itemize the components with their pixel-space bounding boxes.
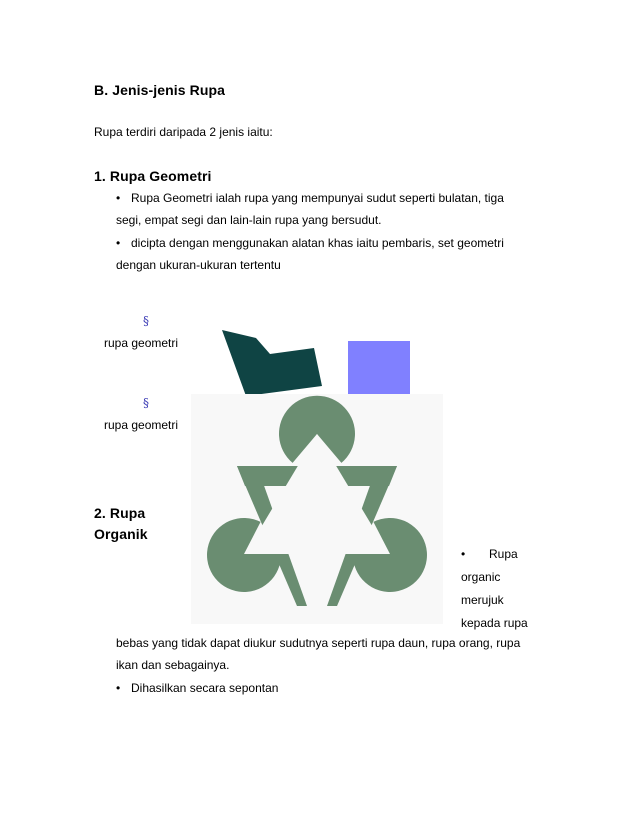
section-mark-icon: §	[143, 314, 149, 328]
section-mark-icon: §	[143, 396, 149, 410]
bullet-marker: •	[461, 547, 466, 561]
geometri-heading: 1. Rupa Geometri	[94, 168, 212, 184]
section-title: B. Jenis-jenis Rupa	[94, 82, 226, 98]
geometri-bullet-1-line-2: segi, empat segi dan lain-lain rupa yang bersudut.	[116, 213, 382, 227]
organik-bullet-1-word-3: merujuk	[461, 593, 504, 607]
bullet-marker: •	[116, 236, 121, 250]
figure-caption-1: rupa geometri	[104, 336, 179, 350]
bullet-marker: •	[116, 681, 121, 695]
organik-bullet-1-word-2: organic	[461, 570, 501, 584]
geometri-bullet-2-line-2: dengan ukuran-ukuran tertentu	[116, 258, 281, 272]
bullet-marker: •	[116, 191, 121, 205]
organik-heading-line-2: Organik	[94, 526, 148, 542]
blue-square-shape	[348, 341, 410, 395]
organik-bullet-1-word-1: Rupa	[489, 547, 518, 561]
geometri-bullet-2-line-1: dicipta dengan menggunakan alatan khas iaitu pembaris, set geometri	[131, 236, 504, 250]
figure-caption-2: rupa geometri	[104, 418, 179, 432]
geometri-bullet-1-line-1: Rupa Geometri ialah rupa yang mempunyai sudut seperti bulatan, tiga	[131, 191, 504, 205]
organik-bullet-1-word-4: kepada rupa	[461, 616, 528, 630]
intro-text: Rupa terdiri daripada 2 jenis iaitu:	[94, 125, 273, 139]
organik-bullet-2: Dihasilkan secara sepontan	[131, 681, 279, 695]
organik-bullet-1-cont-1: bebas yang tidak dapat diukur sudutnya seperti rupa daun, rupa orang, rupa	[116, 636, 521, 650]
organik-bullet-1-cont-2: ikan dan sebagainya.	[116, 658, 230, 672]
organik-heading-line-1: 2. Rupa	[94, 505, 146, 521]
kanizsa-triangle-figure	[191, 394, 443, 624]
dark-polygon-shape	[218, 326, 326, 398]
